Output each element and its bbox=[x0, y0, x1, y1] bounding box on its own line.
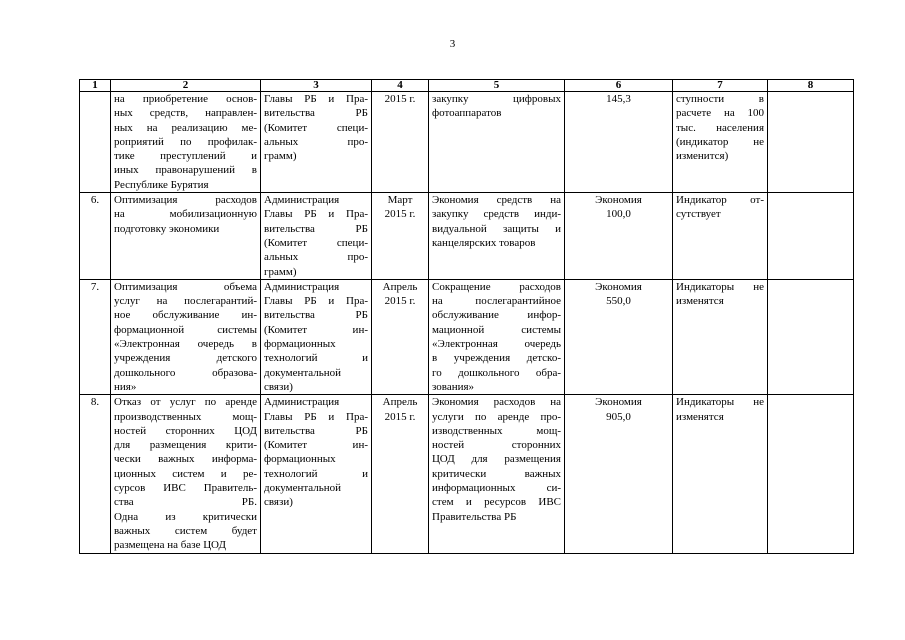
cell-text-line: ных средств, направлен- bbox=[114, 107, 257, 120]
note-cell bbox=[768, 193, 854, 280]
cell-text-line: «Электронная очередь в bbox=[114, 338, 257, 351]
column-header-6: 6 bbox=[565, 80, 673, 92]
cell-text-line: альных про- bbox=[264, 135, 368, 148]
cell-text-line: изменится) bbox=[676, 150, 729, 163]
cell-text-line: Одна из критически bbox=[114, 510, 257, 523]
cell-text-line: Экономия средств на bbox=[432, 194, 561, 207]
column-header-7: 7 bbox=[673, 80, 768, 92]
cell-text-line: технологий и bbox=[264, 467, 368, 480]
table-body bbox=[80, 92, 854, 554]
cell-text-line: изменятся bbox=[676, 295, 724, 308]
cell-text-line: ных на реализацию ме- bbox=[114, 121, 257, 134]
cell-text-line: 100,0 bbox=[606, 208, 631, 221]
cell-text-line: Экономия bbox=[595, 280, 642, 293]
cell-text-line: изводственных мощ- bbox=[432, 424, 561, 437]
cell-text-line: (индикатор не bbox=[676, 135, 764, 148]
result-cell bbox=[429, 279, 565, 394]
cell-text-line: формационной системы bbox=[114, 323, 257, 336]
cell-text-line: в учреждения детско- bbox=[432, 352, 561, 365]
cell-text-line: изменятся bbox=[676, 410, 724, 423]
cell-text-line: технологий и bbox=[264, 352, 368, 365]
cell-text-line: роприятий по профилак- bbox=[114, 135, 257, 148]
row-number: 8. bbox=[80, 395, 111, 553]
cell-text-line: информационных си- bbox=[432, 482, 561, 495]
cell-text-line: документальной bbox=[264, 482, 342, 495]
cell-text-line: Администрация bbox=[264, 280, 340, 293]
cell-text-line: ностей сторонних ЦОД bbox=[114, 424, 257, 437]
executor-cell bbox=[261, 279, 372, 394]
indicator-cell bbox=[673, 92, 768, 193]
cell-text-line: 2015 г. bbox=[384, 295, 416, 308]
term-cell bbox=[372, 92, 429, 193]
amount-cell bbox=[565, 395, 673, 553]
cell-text-line: (Комитет специ- bbox=[264, 121, 368, 134]
term-cell bbox=[372, 395, 429, 553]
cell-text-line: ступности в bbox=[676, 93, 764, 105]
cell-text-line: производственных мощ- bbox=[114, 410, 257, 423]
cell-text-line: на приобретение основ- bbox=[114, 93, 257, 105]
cell-text-line: ЦОД для размещения bbox=[432, 453, 561, 466]
amount-cell bbox=[565, 279, 673, 394]
cell-text-line: 905,0 bbox=[606, 410, 631, 423]
cell-text-line: связи) bbox=[264, 380, 293, 393]
measure-cell bbox=[111, 279, 261, 394]
note-cell bbox=[768, 279, 854, 394]
cell-text-line: услуги по аренде про- bbox=[432, 410, 561, 423]
cell-text-line: вительства РБ bbox=[264, 222, 368, 235]
cell-text-line: размещена на базе ЦОД bbox=[114, 539, 226, 552]
cell-text-line: учреждения детского bbox=[114, 352, 257, 365]
cell-text-line: сутствует bbox=[676, 208, 721, 221]
cell-text-line: формационных bbox=[264, 338, 336, 351]
cell-text-line: 550,0 bbox=[606, 295, 631, 308]
row-number bbox=[80, 92, 111, 193]
cell-text-line: 2015 г. bbox=[384, 208, 416, 221]
cell-text-line: ностей сторонних bbox=[432, 439, 561, 452]
cell-text-line: закупку средств инди- bbox=[432, 208, 561, 221]
page-number: 3 bbox=[449, 38, 456, 50]
column-header-1: 1 bbox=[80, 80, 111, 92]
executor-cell bbox=[261, 92, 372, 193]
cell-text-line: обслуживание инфор- bbox=[432, 309, 561, 322]
cell-text-line: (Комитет ин- bbox=[264, 323, 368, 336]
cell-text-line: Индикаторы не bbox=[676, 280, 764, 293]
cell-text-line: критически важных bbox=[432, 467, 561, 480]
term-cell bbox=[372, 279, 429, 394]
cell-text-line: Экономия bbox=[595, 396, 642, 409]
cell-text-line: ства РБ. bbox=[114, 496, 257, 509]
cell-text-line: Республике Бурятия bbox=[114, 178, 209, 191]
cell-text-line: Сокращение расходов bbox=[432, 280, 561, 293]
executor-cell bbox=[261, 395, 372, 553]
cell-text-line: Март bbox=[387, 194, 413, 207]
cell-text-line: Правительства РБ bbox=[432, 510, 517, 523]
cell-text-line: связи) bbox=[264, 496, 293, 509]
cell-text-line: Индикаторы не bbox=[676, 396, 764, 409]
measure-cell bbox=[111, 395, 261, 553]
cell-text-line: мационной системы bbox=[432, 323, 561, 336]
executor-cell bbox=[261, 193, 372, 280]
term-cell bbox=[372, 193, 429, 280]
cell-text-line: стем и ресурсов ИВС bbox=[432, 496, 561, 509]
cell-text-line: фотоаппаратов bbox=[432, 107, 502, 120]
cell-text-line: чески важных информа- bbox=[114, 453, 257, 466]
cell-text-line: Администрация bbox=[264, 194, 340, 207]
result-cell bbox=[429, 193, 565, 280]
cell-text-line: Главы РБ и Пра- bbox=[264, 208, 368, 221]
indicator-cell bbox=[673, 279, 768, 394]
cell-text-line: Экономия расходов на bbox=[432, 396, 561, 409]
table-row bbox=[80, 193, 854, 280]
cell-text-line: Оптимизация объема bbox=[114, 280, 257, 293]
row-number: 6. bbox=[80, 193, 111, 280]
cell-text-line: документальной bbox=[264, 366, 342, 379]
table-row bbox=[80, 279, 854, 394]
amount-cell bbox=[565, 92, 673, 193]
cell-text-line: формационных bbox=[264, 453, 336, 466]
cell-text-line: (Комитет ин- bbox=[264, 439, 368, 452]
cell-text-line: грамм) bbox=[264, 265, 297, 278]
column-header-8: 8 bbox=[768, 80, 854, 92]
cell-text-line: канцелярских товаров bbox=[432, 236, 536, 249]
cell-text-line: Индикатор от- bbox=[676, 194, 764, 207]
measure-cell bbox=[111, 92, 261, 193]
cell-text-line: на мобилизационную bbox=[114, 208, 257, 221]
cell-text-line: сурсов ИВС Правитель- bbox=[114, 482, 257, 495]
cell-text-line: Отказ от услуг по аренде bbox=[114, 396, 257, 409]
cell-text-line: подготовку экономики bbox=[114, 222, 220, 235]
cell-text-line: на послегарантийное bbox=[432, 295, 561, 308]
cell-text-line: ционных систем и ре- bbox=[114, 467, 257, 480]
amount-cell bbox=[565, 193, 673, 280]
cell-text-line: тыс. населения bbox=[676, 121, 764, 134]
table-row bbox=[80, 92, 854, 193]
cell-text-line: тике преступлений и bbox=[114, 150, 257, 163]
cell-text-line: (Комитет специ- bbox=[264, 236, 368, 249]
column-header-5: 5 bbox=[429, 80, 565, 92]
cell-text-line: расчете на 100 bbox=[676, 107, 764, 120]
measures-table bbox=[79, 79, 854, 554]
cell-text-line: иных правонарушений в bbox=[114, 164, 257, 177]
cell-text-line: для размещения крити- bbox=[114, 439, 257, 452]
cell-text-line: вительства РБ bbox=[264, 309, 368, 322]
cell-text-line: ное обслуживание ин- bbox=[114, 309, 257, 322]
column-header-3: 3 bbox=[261, 80, 372, 92]
measure-cell bbox=[111, 193, 261, 280]
cell-text-line: вительства РБ bbox=[264, 424, 368, 437]
cell-text-line: Главы РБ и Пра- bbox=[264, 295, 368, 308]
indicator-cell bbox=[673, 193, 768, 280]
cell-text-line: зования» bbox=[432, 380, 475, 393]
cell-text-line: Апрель bbox=[382, 280, 418, 293]
cell-text-line: грамм) bbox=[264, 150, 297, 163]
cell-text-line: альных про- bbox=[264, 251, 368, 264]
cell-text-line: дошкольного образова- bbox=[114, 366, 257, 379]
result-cell bbox=[429, 395, 565, 553]
row-number: 7. bbox=[80, 279, 111, 394]
cell-text-line: Главы РБ и Пра- bbox=[264, 410, 368, 423]
cell-text-line: 2015 г. bbox=[384, 410, 416, 423]
cell-text-line: важных систем будет bbox=[114, 524, 257, 537]
header-row bbox=[80, 80, 854, 92]
result-cell bbox=[429, 92, 565, 193]
cell-text-line: го дошкольного обра- bbox=[432, 366, 561, 379]
cell-text-line: вительства РБ bbox=[264, 107, 368, 120]
column-header-2: 2 bbox=[111, 80, 261, 92]
cell-text-line: Экономия bbox=[595, 194, 642, 207]
indicator-cell bbox=[673, 395, 768, 553]
cell-text-line: Главы РБ и Пра- bbox=[264, 93, 368, 105]
cell-text-line: 2015 г. bbox=[384, 93, 416, 105]
cell-text-line: 145,3 bbox=[606, 93, 631, 105]
cell-text-line: Апрель bbox=[382, 396, 418, 409]
column-header-4: 4 bbox=[372, 80, 429, 92]
cell-text-line: услуг на послегарантий- bbox=[114, 295, 257, 308]
cell-text-line: закупку цифровых bbox=[432, 93, 561, 105]
cell-text-line: ния» bbox=[114, 380, 137, 393]
cell-text-line: видуальной защиты и bbox=[432, 222, 561, 235]
table-row bbox=[80, 395, 854, 553]
cell-text-line: «Электронная очередь bbox=[432, 338, 561, 351]
note-cell bbox=[768, 92, 854, 193]
cell-text-line: Администрация bbox=[264, 396, 340, 409]
cell-text-line: Оптимизация расходов bbox=[114, 194, 257, 207]
note-cell bbox=[768, 395, 854, 553]
